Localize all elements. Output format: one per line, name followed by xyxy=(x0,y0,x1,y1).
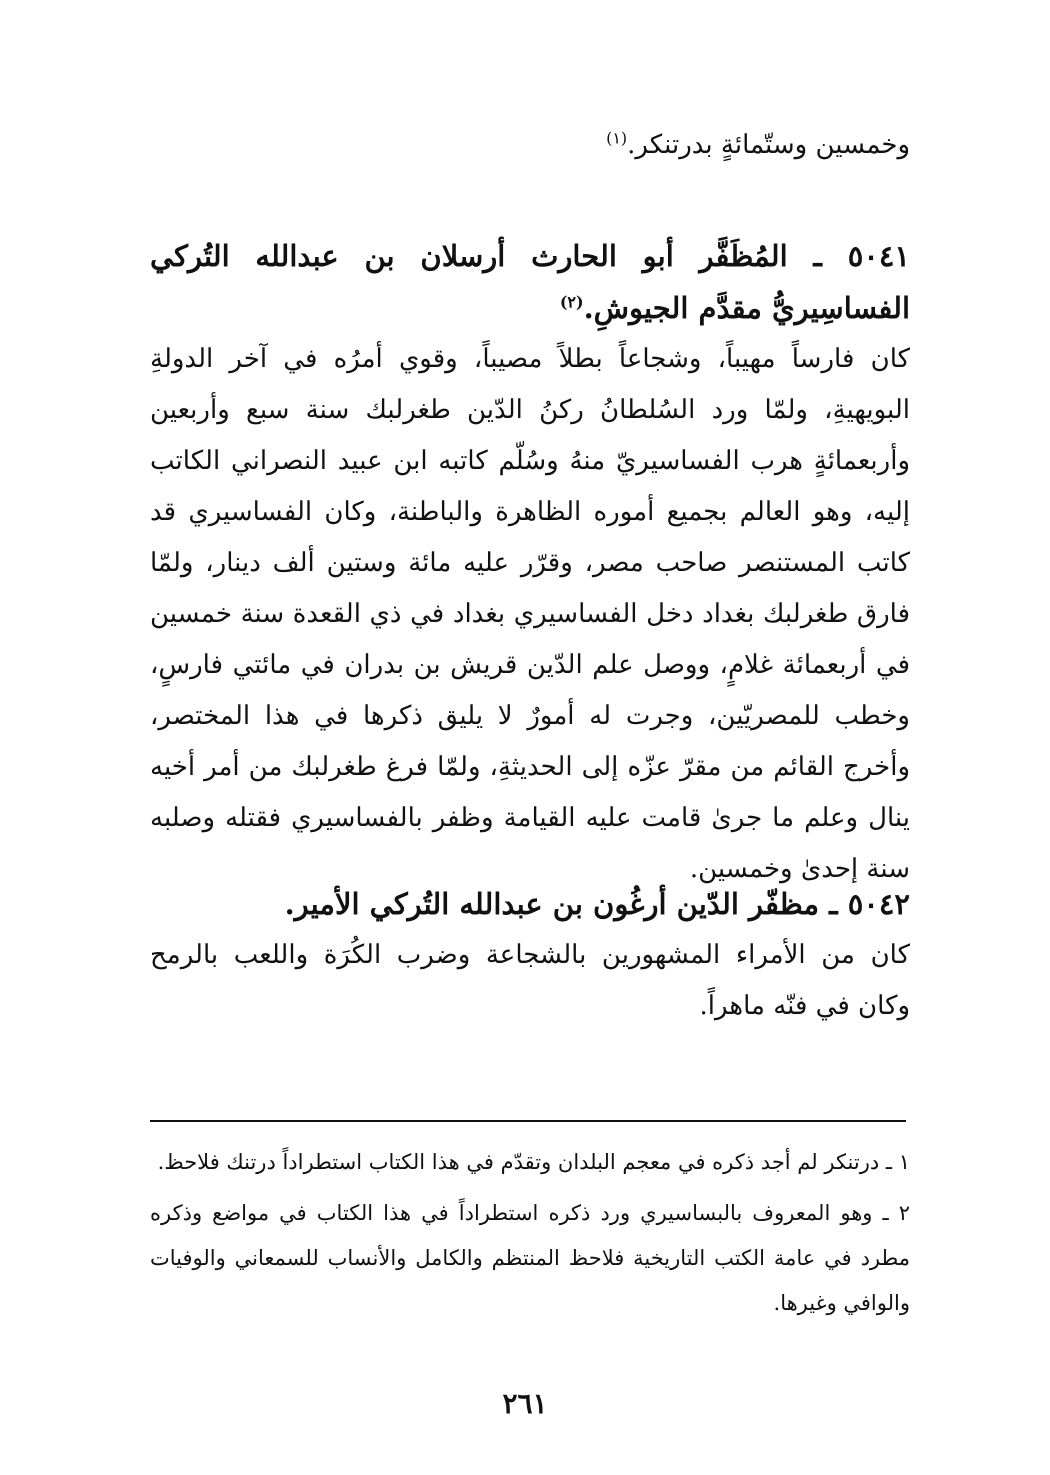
footnote-2: ٢ ـ وهو المعروف بالبساسيري ورد ذكره استطراداً في هذا الكتاب في مواضع وذكره مطرد في عامة الكتب التاريخية فلاحظ المنتظم والكامل والأنساب للسمعاني والوفيات والوافي وغيرها. xyxy=(150,1201,910,1315)
page-content xyxy=(150,120,910,1021)
entry-heading-text: ـ مظفّر الدّين أرغُون بن عبدالله التُركي الأمير. xyxy=(284,887,838,921)
entry-heading-text: ـ المُظَفَّر أبو الحارث أرسلان بن عبدالله التُركي الفساسِيريُّ مقدَّم الجيوشِ. xyxy=(150,239,910,325)
footnote-divider xyxy=(150,1120,906,1122)
entry-5042 xyxy=(150,878,910,1032)
entry-body: كان فارساً مهيباً، وشجاعاً بطلاً مصيباً، وقوي أمرُه في آخر الدولةِ البويهيةِ، ولمّا ورد السُلطانُ ركنُ الدّين طغرلبك سنة سبع وأربعين وأربعمائةٍ هرب الفساسيريّ منهُ وسُلّم كاتبه ابن عبيد النصراني الكاتب إليه، وهو العالم بجميع أموره الظاهرة والباطنة، وكان الفساسيري قد كاتب المستنصر صاحب مصر، وقرّر عليه مائة وستين ألف دينار، ولمّا فارق طغرلبك بغداد دخل الفساسيري بغداد في ذي القعدة سنة خمسين في أربعمائة غلامٍ، ووصل علم الدّين قريش بن بدران في مائتي فارسٍ، وخطب للمصريّين، وجرت له أمورٌ لا يليق ذكرها في هذا المختصر، وأخرج القائم من مقرّ عزّه إلى الحديثةِ، ولمّا فرغ طغرلبك من أمر أخيه ينال وعلم ما جرىٰ قامت عليه القيامة وظفر بالفساسيري فقتله وصلبه سنة إحدىٰ وخمسين. xyxy=(150,344,910,884)
footnote-ref-2[interactable]: (٢) xyxy=(559,292,584,312)
entry-title xyxy=(150,878,910,930)
footnote-1: ١ ـ درتنكر لم أجد ذكره في معجم البلدان وتقدّم في هذا الكتاب استطراداً درتنك فلاحظ. xyxy=(157,1150,910,1174)
entry-title xyxy=(150,230,910,334)
continuation-text: وخمسين وستّمائةٍ بدرتنكر. xyxy=(627,130,910,160)
entry-5041 xyxy=(150,230,910,895)
page-number: ٢٦١ xyxy=(502,1387,548,1420)
entry-body: كان من الأمراء المشهورين بالشجاعة وضرب الكُرَة واللعب بالرمح وكان في فنّه ماهراً. xyxy=(150,940,910,1021)
continuation-line xyxy=(150,120,910,170)
entry-number: ٥٠٤١ xyxy=(847,239,910,273)
entry-number: ٥٠٤٢ xyxy=(847,887,910,921)
footnotes xyxy=(150,1140,910,1332)
footnote-ref-1[interactable]: (١) xyxy=(606,128,628,148)
